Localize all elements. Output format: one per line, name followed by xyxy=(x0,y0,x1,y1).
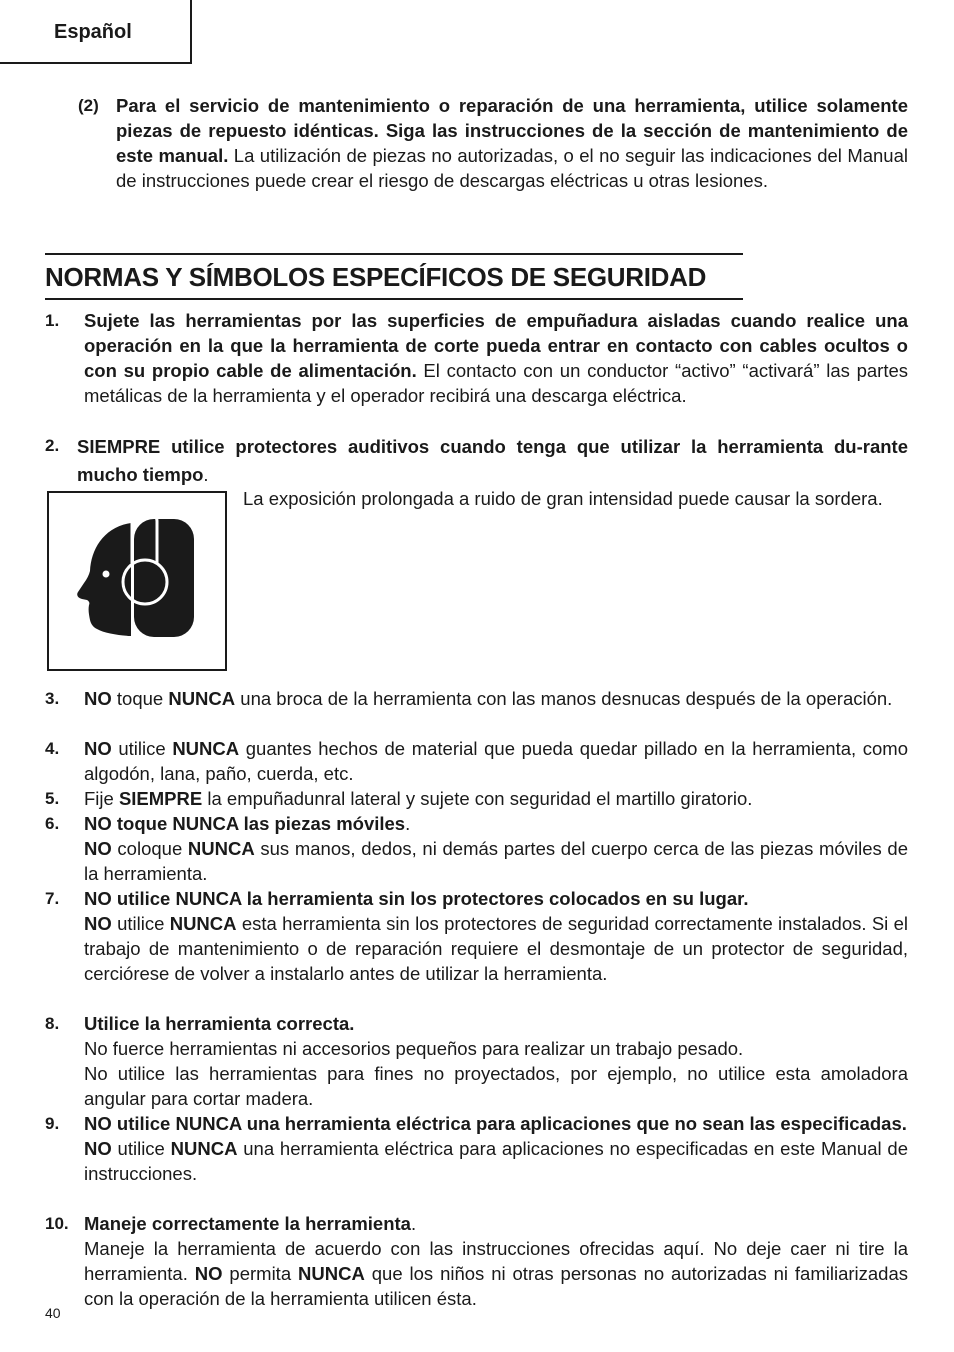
language-tab xyxy=(0,0,192,64)
list-item-10 xyxy=(45,1211,908,1311)
section-title: NORMAS Y SÍMBOLOS ESPECÍFICOS DE SEGURIDAD xyxy=(45,253,743,300)
item-number: 3. xyxy=(45,689,60,708)
item-text: guantes hechos de material que pueda quedar pillado en la herramienta, como algodón, lana, paño, cuerda, etc. xyxy=(84,738,909,784)
item-bold-text: NUNCA xyxy=(168,688,236,709)
list-item-2 xyxy=(45,433,908,489)
item-bold-text: Sujete las herramientas por las superficies de empuñadura aisladas cuando realice una operación en la que la herramienta de corte pueda entrar en contacto con cables ocultos o con su propio cable de alimentación. xyxy=(84,310,908,381)
ear-protection-symbol xyxy=(47,491,227,671)
item-heading-end: . xyxy=(410,1213,417,1234)
ear-protection-icon xyxy=(49,493,225,669)
item-text: coloque xyxy=(111,838,188,859)
item-text: la empuñadunral lateral y sujete con seguridad el martillo giratorio. xyxy=(202,788,753,809)
item-number: 2. xyxy=(45,436,60,455)
item-heading: NO toque NUNCA las piezas móviles xyxy=(84,813,406,834)
item-text: utilice xyxy=(111,913,170,934)
item-bold-text: NO xyxy=(84,738,112,759)
item-number: 7. xyxy=(45,889,60,908)
icon-description: La exposición prolongada a ruido de gran intensidad puede causar la sordera. xyxy=(243,488,883,509)
item-heading: Maneje correctamente la herramienta xyxy=(84,1213,411,1234)
item-text: esta herramienta sin los protectores de seguridad correctamente instalados. Si el trabajo de mantenimiento o de reparación requiere el desmontaje de un protector de seguridad, cerciórese de volver a instalarlo antes de utilizar la herramienta. xyxy=(84,913,908,984)
item-bold-text: SIEMPRE xyxy=(118,788,203,809)
item-heading: NO utilice NUNCA la herramienta sin los protectores colocados en su lugar. xyxy=(84,888,749,909)
item-heading: NO utilice NUNCA una herramienta eléctrica para aplicaciones que no sean las especificadas. xyxy=(84,1113,907,1134)
item-bold-text: NO xyxy=(84,1138,112,1159)
list-item-3 xyxy=(45,686,908,711)
item-number: 10. xyxy=(45,1214,69,1233)
page-number: 40 xyxy=(45,1305,61,1321)
intro-paragraph xyxy=(116,93,908,193)
item-heading: Utilice la herramienta correcta. xyxy=(84,1013,355,1034)
intro-bold-text: Para el servicio de mantenimiento o reparación de una herramienta, utilice solamente piezas de repuesto idénticas. Siga las instrucciones de la sección de mantenimiento de este manual. xyxy=(116,95,908,166)
list-item-5 xyxy=(45,786,908,811)
item-bold-text: SIEMPRE utilice protectores auditivos cuando tenga que utilizar la herramienta du-rante mucho tiempo xyxy=(77,436,908,485)
item-number: 6. xyxy=(45,814,60,833)
item-text: utilice xyxy=(111,738,173,759)
item-number: 8. xyxy=(45,1014,60,1033)
item-text: una herramienta eléctrica para aplicaciones no especificadas en este Manual de instrucciones. xyxy=(84,1138,908,1184)
intro-number: (2) xyxy=(78,96,99,115)
item-number: 9. xyxy=(45,1114,60,1133)
item-bold-text: NO xyxy=(84,838,112,859)
item-heading-end: . xyxy=(405,813,411,834)
item-number: 1. xyxy=(45,311,60,330)
item-text: una broca de la herramienta con las manos desnucas después de la operación. xyxy=(235,688,893,709)
item-bold-text: NUNCA xyxy=(172,738,240,759)
intro-text: La utilización de piezas no autorizadas, o el no seguir las indicaciones del Manual de instrucciones puede crear el riesgo de descargas eléctricas u otras lesiones. xyxy=(116,145,908,191)
item-text: que los niños ni otras personas no autorizadas ni familiarizadas con la operación de la herramienta utilicen ésta. xyxy=(84,1263,909,1309)
item-text: . xyxy=(203,464,209,485)
item-bold-text: NUNCA xyxy=(169,913,237,934)
list-item-7 xyxy=(45,886,908,986)
list-item-4 xyxy=(45,736,908,786)
list-item-8 xyxy=(45,1011,908,1111)
item-number: 5. xyxy=(45,789,60,808)
language-label: Español xyxy=(54,21,132,43)
item-text: No fuerce herramientas ni accesorios pequeños para realizar un trabajo pesado. xyxy=(84,1038,744,1059)
item-text: permita xyxy=(222,1263,299,1284)
item-text: utilice xyxy=(111,1138,171,1159)
item-text: El contacto con un conductor “activo” “activará” las partes metálicas de la herramienta y el operador recibirá una descarga eléctrica. xyxy=(84,360,908,406)
item-text: toque xyxy=(111,688,169,709)
item-bold-text: NUNCA xyxy=(298,1263,365,1284)
item-text: sus manos, dedos, ni demás partes del cuerpo cerca de las piezas móviles de la herramienta. xyxy=(84,838,908,884)
list-item-6 xyxy=(45,811,908,886)
item-text: Maneje la herramienta de acuerdo con las instrucciones ofrecidas aquí. No deje caer ni tire la herramienta. xyxy=(84,1238,908,1284)
list-item-1 xyxy=(45,308,908,408)
item-text: No utilice las herramientas para fines no proyectados, por ejemplo, no utilice esta amoladora angular para cortar madera. xyxy=(84,1063,908,1109)
list-item-9 xyxy=(45,1111,908,1186)
item-bold-text: NO xyxy=(194,1263,223,1284)
item-bold-text: NO xyxy=(84,688,112,709)
item-number: 4. xyxy=(45,739,60,758)
item-bold-text: NO xyxy=(84,913,112,934)
item-text: Fije xyxy=(84,788,119,809)
item-bold-text: NUNCA xyxy=(170,1138,238,1159)
item-bold-text: NUNCA xyxy=(187,838,255,859)
